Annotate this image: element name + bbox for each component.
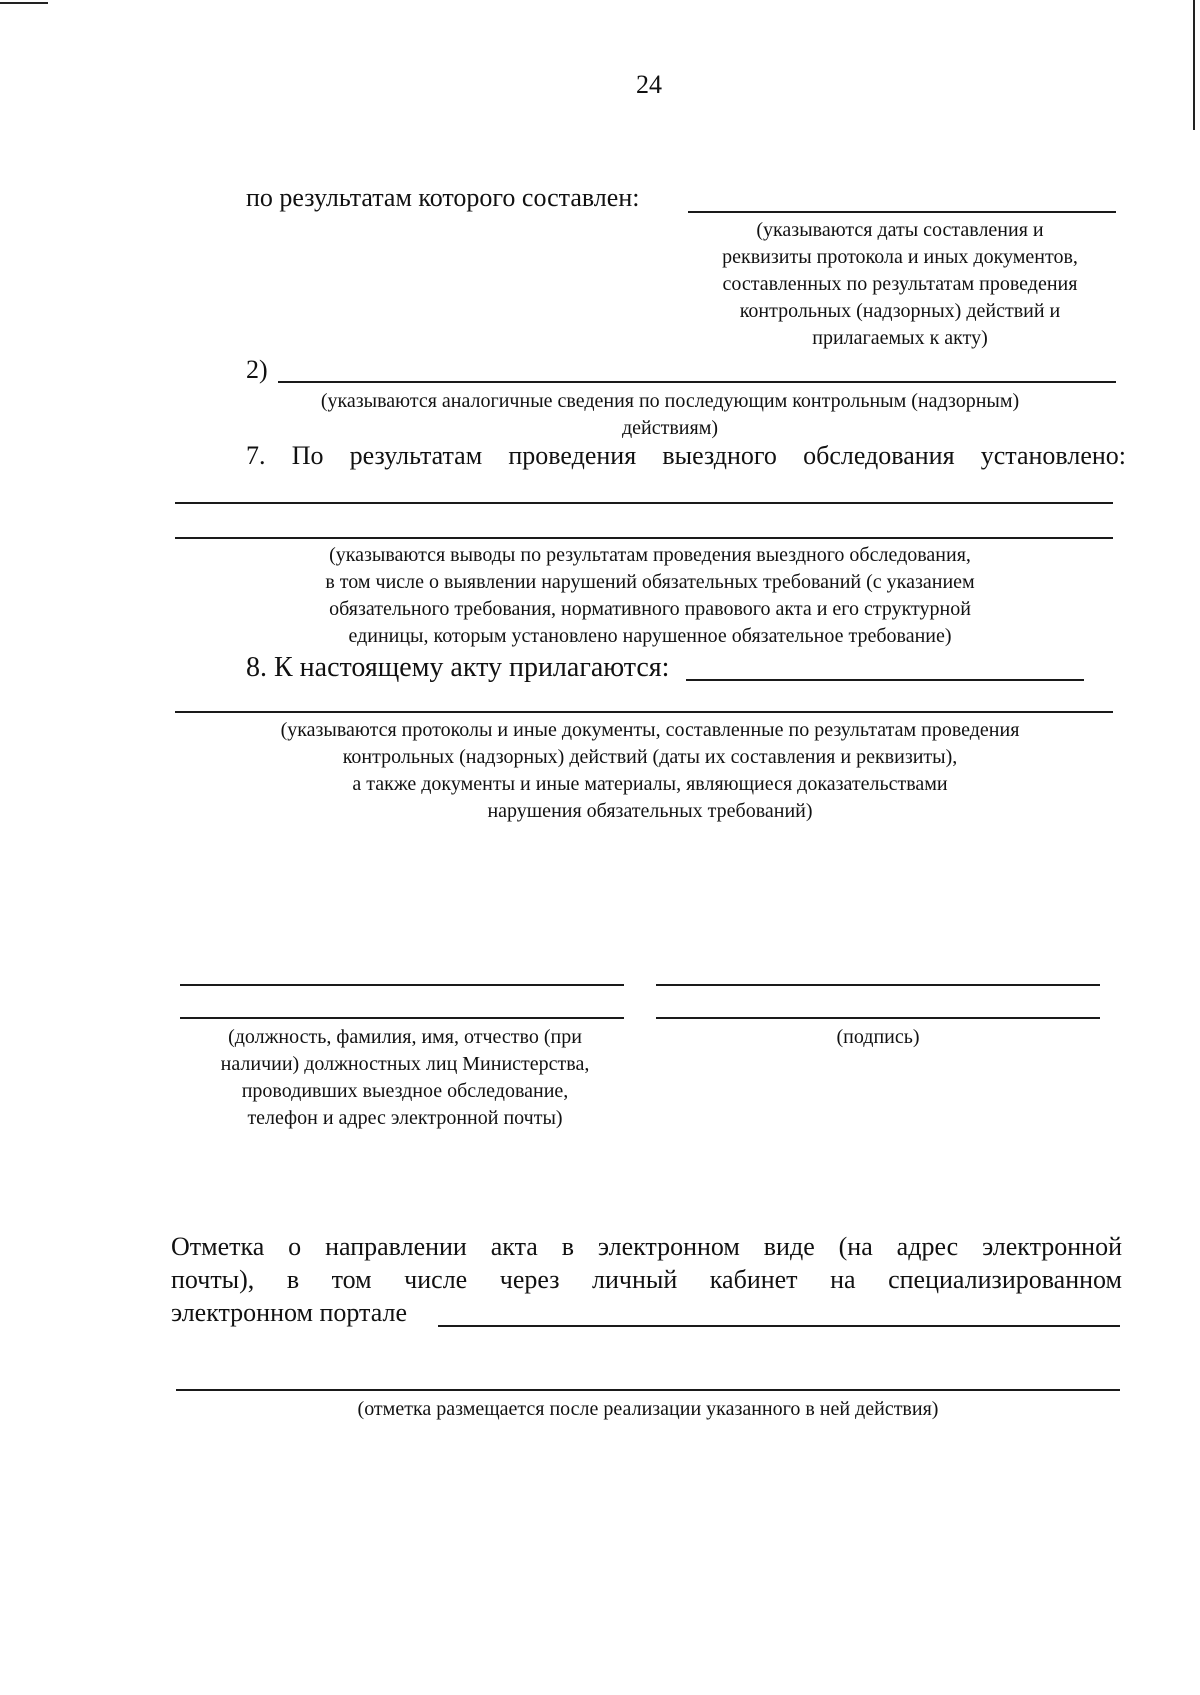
signature-position-note: (должность, фамилия, имя, отчество (при наличии) должностных лиц Министерства, проводивших выездное обследование, телефон и адрес электронной почты) — [220, 1026, 590, 1129]
result-note: (указываются даты составления и реквизиты протокола и иных документов, составленных по результатам проведения контрольных (надзорных) действий и прилагаемых к акту) — [722, 219, 1078, 349]
item-8-fill-line-1 — [686, 679, 1084, 681]
signature-sign-line-2 — [656, 1017, 1100, 1019]
electronic-mark-note: (отметка размещается после реализации указанного в ней действия) — [357, 1398, 939, 1420]
item-2-marker: 2) — [246, 355, 268, 384]
scan-edge-right — [1193, 0, 1195, 130]
electronic-mark-line-3: электронном портале — [171, 1298, 407, 1327]
signature-sign-line-1 — [656, 984, 1100, 986]
page-number: 24 — [636, 70, 662, 99]
scan-edge-top-left — [0, 2, 48, 4]
item-8-fill-line-2 — [175, 711, 1113, 713]
item-8-label: 8. К настоящему акту прилагаются: — [246, 652, 670, 683]
electronic-mark-fill-line-1 — [438, 1325, 1120, 1327]
item-7-note: (указываются выводы по результатам проведения выездного обследования, в том числе о выявлении нарушений обязательных требований (с указанием обязательного требования, нормативного правового акта и его структурной единицы, которым установлено нарушенное обязательное требование) — [325, 544, 975, 647]
electronic-mark-line-1: Отметка о направлении акта в электронном виде (на адрес электронной — [171, 1232, 1122, 1261]
item-2-note: (указываются аналогичные сведения по последующим контрольным (надзорным) действиям) — [320, 390, 1020, 439]
result-fill-line — [688, 211, 1116, 213]
signature-sign-note: (подпись) — [836, 1026, 920, 1048]
item-7-fill-line-2 — [175, 537, 1113, 539]
electronic-mark-fill-line-2 — [176, 1389, 1120, 1391]
signature-position-line-2 — [180, 1017, 624, 1019]
item-7-fill-line-1 — [175, 502, 1113, 504]
signature-position-line-1 — [180, 984, 624, 986]
item-7-heading: 7. По результатам проведения выездного обследования установлено: — [246, 441, 1126, 470]
electronic-mark-line-2: почты), в том числе через личный кабинет на специализированном — [171, 1265, 1122, 1294]
item-8-note: (указываются протоколы и иные документы, составленные по результатам проведения контрольных (надзорных) действий (даты их составления и реквизиты), а также документы и иные материалы, являющиеся доказательствами нарушения обязательных требований) — [280, 719, 1020, 822]
result-label: по результатам которого составлен: — [246, 183, 640, 212]
item-2-fill-line — [278, 381, 1116, 383]
